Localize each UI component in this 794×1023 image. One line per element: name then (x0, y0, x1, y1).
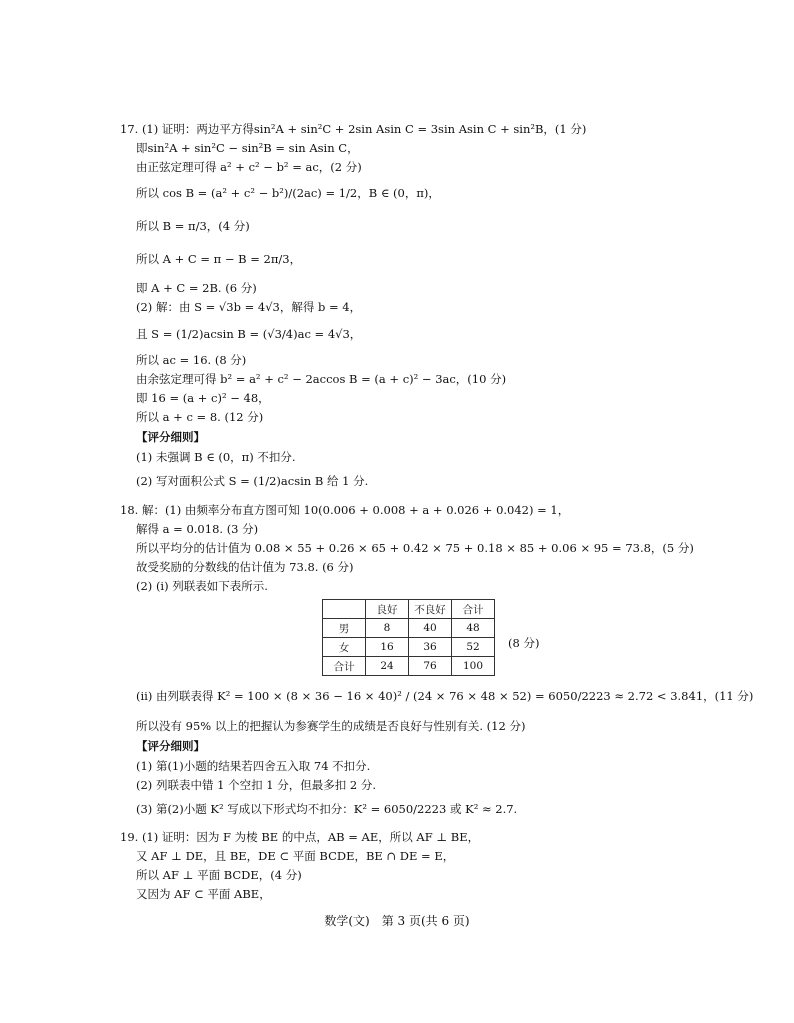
q17-line-1: 17. (1) 证明：两边平方得sin²A + sin²C + 2sin Asin C = 3sin Asin C + sin²B，(1 分) (120, 122, 587, 136)
table-row (323, 638, 495, 657)
q19-line-1: 19. (1) 证明：因为 F 为棱 BE 的中点，AB = AE，所以 AF ⊥ BE， (120, 830, 480, 844)
table-cell: 女 (323, 638, 366, 657)
q18-line-3: 所以平均分的估计值为 0.08 × 55 + 0.26 × 65 + 0.42 × 75 + 0.18 × 85 + 0.06 × 95 = 73.8，(5 分) (136, 541, 694, 555)
table-cell: 16 (366, 638, 409, 657)
q17-line-5: 所以 B = π/3，(4 分) (136, 219, 250, 233)
q17-line-8: (2) 解：由 S = √3b = 4√3，解得 b = 4， (136, 300, 362, 314)
q18-line-2: 解得 a = 0.018. (3 分) (136, 522, 259, 536)
table-cell: 48 (452, 619, 495, 638)
q17-rubric-2: (2) 写对面积公式 S = (1/2)acsin B 给 1 分. (136, 474, 369, 488)
q17-line-2: 即sin²A + sin²C − sin²B = sin Asin C， (136, 141, 359, 155)
table-cell: 52 (452, 638, 495, 657)
q17-line-12: 即 16 = (a + c)² − 48， (136, 391, 270, 405)
q18-line-1: 18. 解：(1) 由频率分布直方图可知 10(0.006 + 0.008 + a + 0.026 + 0.042) = 1， (120, 503, 570, 517)
table-cell: 8 (366, 619, 409, 638)
q18-rubric-1: (1) 第(1)小题的结果若四舍五入取 74 不扣分. (136, 759, 371, 773)
q18-line-7: 所以没有 95% 以上的把握认为参赛学生的成绩是否良好与性别有关. (12 分) (136, 719, 526, 733)
table-cell: 76 (409, 657, 452, 676)
q17-line-3: 由正弦定理可得 a² + c² − b² = ac，(2 分) (136, 160, 362, 174)
q17-line-6: 所以 A + C = π − B = 2π/3， (136, 252, 302, 266)
table-row (323, 657, 495, 676)
q18-rubric-title: 【评分细则】 (136, 739, 205, 753)
q19-line-3: 所以 AF ⊥ 平面 BCDE，(4 分) (136, 868, 302, 882)
table-header-row (323, 600, 495, 619)
q17-line-4: 所以 cos B = (a² + c² − b²)/(2ac) = 1/2，B ∈ (0，π)， (136, 186, 440, 200)
table-cell: 36 (409, 638, 452, 657)
q17-rubric-title: 【评分细则】 (136, 430, 205, 444)
q19-line-4: 又因为 AF ⊂ 平面 ABE， (136, 887, 271, 901)
table-score-note: (8 分) (508, 636, 540, 650)
q18-line-4: 故受奖励的分数线的估计值为 73.8. (6 分) (136, 560, 354, 574)
table-cell: 合计 (323, 657, 366, 676)
table-row (323, 619, 495, 638)
table-cell: 40 (409, 619, 452, 638)
table-cell: 合计 (452, 600, 495, 619)
q17-rubric-1: (1) 未强调 B ∈ (0，π) 不扣分. (136, 450, 296, 464)
q17-line-10: 所以 ac = 16. (8 分) (136, 353, 247, 367)
contingency-table (322, 599, 495, 676)
table-cell: 良好 (366, 600, 409, 619)
q18-line-6: (ⅱ) 由列联表得 K² = 100 × (8 × 36 − 16 × 40)² / (24 × 76 × 48 × 52) = 6050/2223 ≈ 2.72 < 3.841，(11 分) (136, 689, 754, 703)
table-cell (323, 600, 366, 619)
q17-line-11: 由余弦定理可得 b² = a² + c² − 2accos B = (a + c)² − 3ac，(10 分) (136, 372, 507, 386)
table-cell: 24 (366, 657, 409, 676)
q17-line-9: 且 S = (1/2)acsin B = (√3/4)ac = 4√3， (136, 327, 362, 341)
q18-line-5: (2) (ⅰ) 列联表如下表所示. (136, 579, 268, 593)
table-cell: 不良好 (409, 600, 452, 619)
page-footer: 数学(文) 第 3 页(共 6 页) (324, 914, 470, 928)
q17-line-13: 所以 a + c = 8. (12 分) (136, 410, 264, 424)
q18-rubric-2: (2) 列联表中错 1 个空扣 1 分，但最多扣 2 分. (136, 778, 376, 792)
q17-line-7: 即 A + C = 2B. (6 分) (136, 281, 257, 295)
table-cell: 男 (323, 619, 366, 638)
q19-line-2: 又 AF ⊥ DE，且 BE，DE ⊂ 平面 BCDE，BE ∩ DE = E， (136, 849, 455, 863)
table-cell: 100 (452, 657, 495, 676)
q18-rubric-3: (3) 第(2)小题 K² 写成以下形式均不扣分：K² = 6050/2223 或 K² ≈ 2.7. (136, 802, 518, 816)
